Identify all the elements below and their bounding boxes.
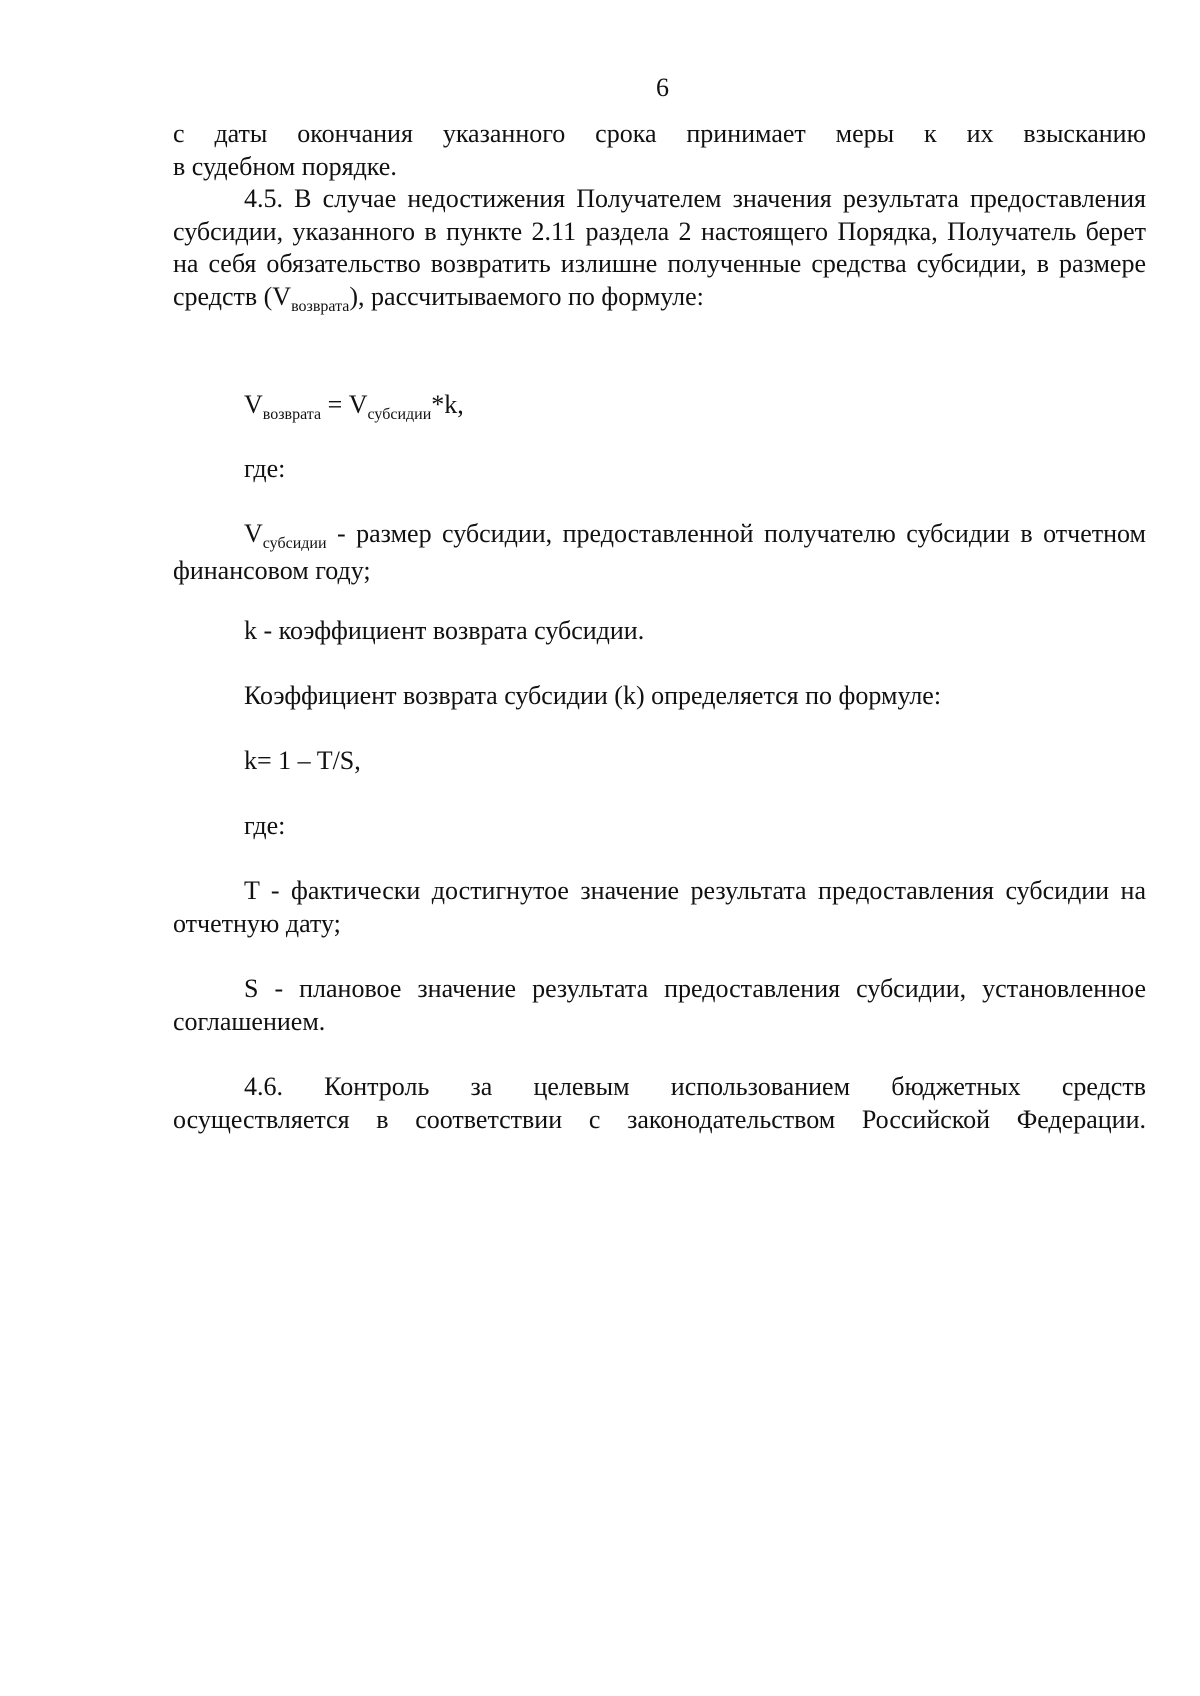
- formula-coefficient: k= 1 – T/S,: [244, 746, 361, 775]
- definition-v-subscript: субсидии: [262, 535, 327, 552]
- where-label-2: где:: [244, 811, 286, 840]
- paragraph-continuation-line1: с даты окончания указанного срока принимает меры к их взысканию: [173, 119, 1146, 148]
- formula-rest: *k,: [431, 390, 464, 419]
- paragraph-4-5-subscript: возврата: [291, 297, 350, 315]
- paragraph-4-5: [173, 183, 1146, 317]
- definition-k: k - коэффициент возврата субсидии.: [244, 616, 645, 645]
- paragraph-4-5-text-2: ), рассчитываемого по формуле:: [349, 281, 704, 311]
- paragraph-4-6-line1: 4.6. Контроль за целевым использованием бюджетных средств: [244, 1072, 1146, 1101]
- paragraph-4-5-text-1: 4.5. В случае недостижения Получателем значения результата предоставления субсидии, указанного в пункте 2.11 раздела 2 настоящего Порядка, Получатель берет на себя обязательство возвратить излишне полученные средства субсидии, в размере средств (V: [173, 184, 1146, 311]
- formula-v-symbol: V: [244, 390, 263, 419]
- definition-t: T - фактически достигнутое значение результата предоставления субсидии на отчетную дату;: [173, 876, 1146, 938]
- coefficient-intro: Коэффициент возврата субсидии (k) определяется по формуле:: [244, 681, 942, 710]
- paragraph-4-6-line2: осуществляется в соответствии с законодательством Российской Федерации.: [173, 1104, 1146, 1134]
- formula-return-amount: [244, 389, 464, 426]
- formula-equals: = V: [321, 390, 368, 419]
- paragraph-continuation-line2: в судебном порядке.: [173, 151, 397, 181]
- formula-sub-subsidy: субсидии: [367, 406, 432, 423]
- definition-s: S - плановое значение результата предоставления субсидии, установленное соглашением.: [173, 974, 1146, 1036]
- definition-v-subsidy: [173, 518, 1146, 587]
- formula-sub-return: возврата: [262, 406, 322, 423]
- where-label-1: где:: [244, 454, 286, 483]
- page-number: 6: [656, 73, 669, 102]
- definition-v-symbol: V: [244, 519, 263, 548]
- definition-v-text: - размер субсидии, предоставленной получателю субсидии в отчетном финансовом году;: [173, 519, 1146, 585]
